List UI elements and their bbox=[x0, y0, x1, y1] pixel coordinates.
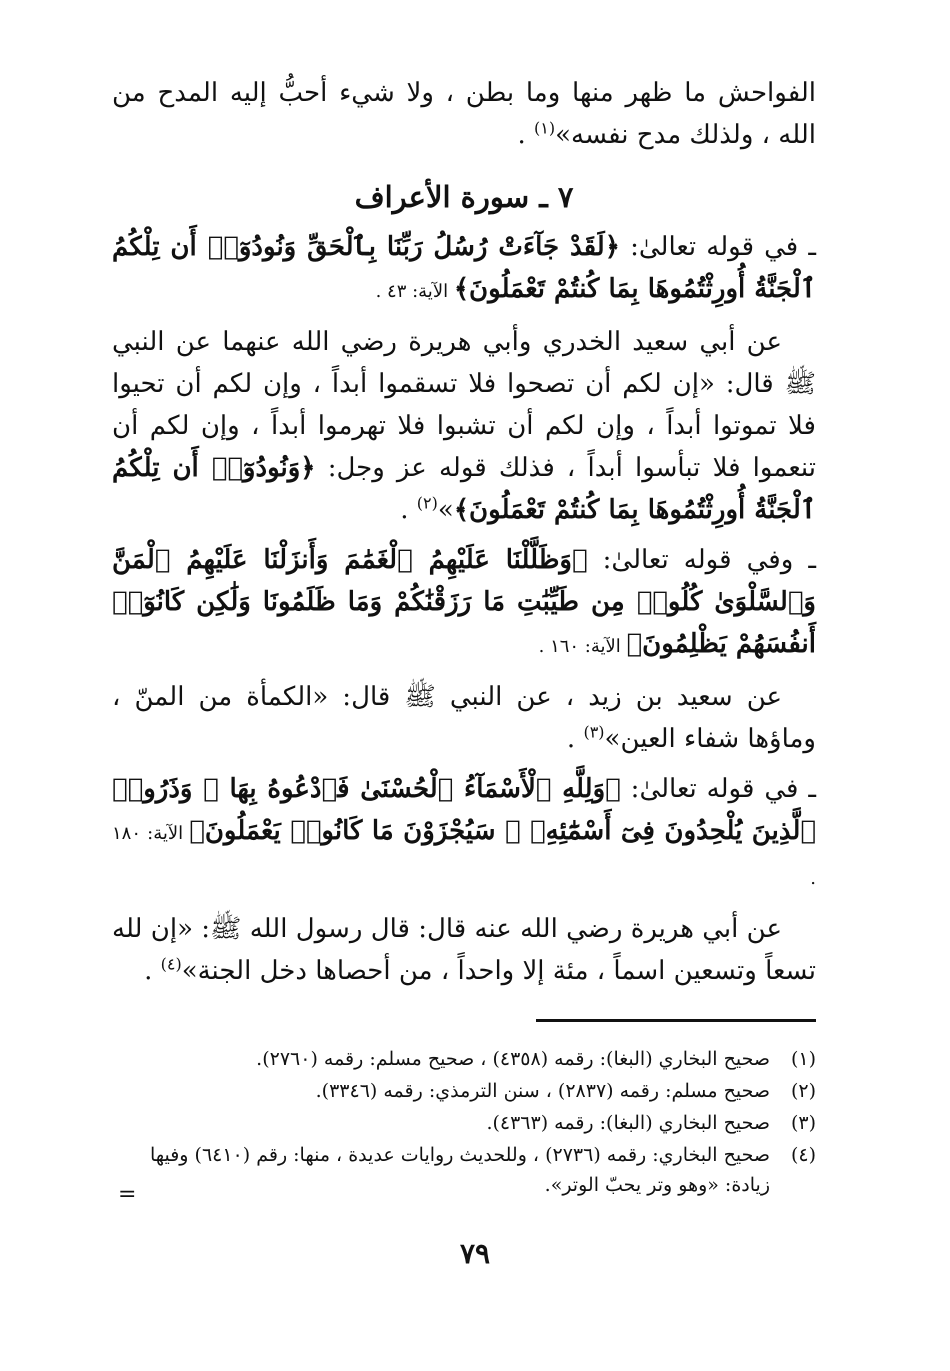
paragraph-continued bbox=[112, 72, 816, 156]
footnote bbox=[112, 1140, 816, 1200]
hadith-paragraph-3 bbox=[112, 908, 816, 992]
quran-verse: ﴿وَنُودُوٓا۟ أَن تِلْكُمُ ٱلْجَنَّةُ أُورِثْتُمُوهَا بِمَا كُنتُمْ تَعْمَلُونَ﴾ bbox=[112, 453, 816, 525]
verse-intro: ـ في قوله تعالىٰ: bbox=[620, 774, 816, 804]
quran-verse: ﴿وَلِلَّهِ ٱلْأَسْمَآءُ ٱلْحُسْنَىٰ فَٱدْعُوهُ بِهَا ۖ وَذَرُوا۟ ٱلَّذِينَ يُلْحِدُونَ فِىٓ أَسْمَٰٓئِهِۦ ۚ سَيُجْزَوْنَ مَا كَانُوا۟ يَعْمَلُونَ﴾ bbox=[112, 774, 816, 846]
paragraph-end: . bbox=[517, 120, 535, 150]
paragraph-text: الفواحش ما ظهر منها وما بطن ، ولا شيء أحبُّ إليه المدح من الله ، ولذلك مدح نفسه» bbox=[112, 78, 816, 150]
quran-verse: ﴿لَقَدْ جَآءَتْ رُسُلُ رَبِّنَا بِٱلْحَقِّ وَنُودُوٓا۟ أَن تِلْكُمُ ٱلْجَنَّةُ أُورِثْتُمُوهَا بِمَا كُنتُمْ تَعْمَلُونَ﴾ bbox=[112, 232, 816, 304]
footnote-separator bbox=[536, 1019, 816, 1022]
verse-block-2 bbox=[112, 539, 816, 668]
footnote-text: صحيح البخاري: رقمه (٢٧٣٦) ، وللحديث روايات عديدة ، منها: رقم (٦٤١٠) وفيها زيادة: «وهو وتر يحبّ الوتر». bbox=[149, 1144, 770, 1196]
verse-intro: ـ في قوله تعالىٰ: bbox=[619, 232, 816, 262]
footnote-text: صحيح مسلم: رقمه (٢٨٣٧) ، سنن الترمذي: رقمه (٣٣٤٦). bbox=[315, 1080, 770, 1102]
hadith-paragraph-2 bbox=[112, 676, 816, 760]
hadith-text: عن سعيد بن زيد ، عن النبي ﷺ قال: «الكمأة من المنّ ، وماؤها شفاء العين» bbox=[112, 682, 816, 754]
footnote-number: (١) bbox=[790, 1048, 816, 1070]
page-number: ٧٩ bbox=[459, 1237, 491, 1270]
footnote-text: صحيح البخاري (البغا): رقمه (٤٣٦٣). bbox=[486, 1112, 770, 1134]
footnote-number: (٢) bbox=[790, 1080, 816, 1102]
footnote bbox=[112, 1108, 816, 1138]
verse-intro: ـ وفي قوله تعالىٰ: bbox=[587, 545, 816, 575]
footnote-text: صحيح البخاري (البغا): رقمه (٤٣٥٨) ، صحيح مسلم: رقمه (٢٧٦٠). bbox=[256, 1048, 770, 1070]
footnote-ref-2: (٢) bbox=[416, 493, 438, 513]
hadith-text: عن أبي سعيد الخدري وأبي هريرة رضي الله عنهما عن النبي ﷺ قال: «إن لكم أن تصحوا فلا تسقموا أبداً ، وإن لكم أن تحيوا فلا تموتوا أبداً ، وإن لكم أن تشبوا فلا تهرموا أبداً ، وإن لكم أن تنعموا فلا تبأسوا أبداً ، فذلك قوله عز وجل: bbox=[112, 327, 816, 483]
verse-reference: الآية: ١٨٠ . bbox=[112, 823, 816, 889]
continuation-mark: = bbox=[118, 1182, 137, 1207]
footnote-ref-1: (١) bbox=[534, 118, 556, 138]
quran-verse: ﴿وَظَلَّلْنَا عَلَيْهِمُ ٱلْغَمَٰمَ وَأَنزَلْنَا عَلَيْهِمُ ٱلْمَنَّ وَٱلسَّلْوَىٰ كُلُوا۟ مِن طَيِّبَٰتِ مَا رَزَقْنَٰكُمْ وَمَا ظَلَمُونَا وَلَٰكِن كَانُوٓا۟ أَنفُسَهُمْ يَظْلِمُونَ﴾ bbox=[112, 545, 816, 659]
paragraph-end: . bbox=[400, 495, 417, 525]
footnote-ref-4: (٤) bbox=[160, 954, 182, 974]
footnote-ref-3: (٣) bbox=[583, 722, 605, 742]
verse-reference: الآية: ٤٣ . bbox=[375, 281, 454, 302]
quote-close: » bbox=[437, 495, 454, 525]
footnote bbox=[112, 1076, 816, 1106]
footnote bbox=[112, 1044, 816, 1074]
verse-reference: الآية: ١٦٠ . bbox=[538, 636, 627, 657]
paragraph-end: . bbox=[566, 724, 584, 754]
hadith-text: عن أبي هريرة رضي الله عنه قال: قال رسول الله ﷺ: «إن لله تسعاً وتسعين اسماً ، مئة إلا واحداً ، من أحصاها دخل الجنة» bbox=[112, 914, 816, 986]
section-heading: ٧ ـ سورة الأعراف bbox=[354, 180, 574, 214]
verse-block-3 bbox=[112, 768, 816, 900]
hadith-paragraph-1 bbox=[112, 321, 816, 531]
verse-block-1 bbox=[112, 226, 816, 313]
footnotes bbox=[112, 1044, 816, 1202]
paragraph-end: . bbox=[144, 956, 161, 986]
footnote-number: (٣) bbox=[790, 1112, 816, 1134]
main-text bbox=[112, 72, 816, 1000]
footnote-number: (٤) bbox=[790, 1144, 816, 1166]
